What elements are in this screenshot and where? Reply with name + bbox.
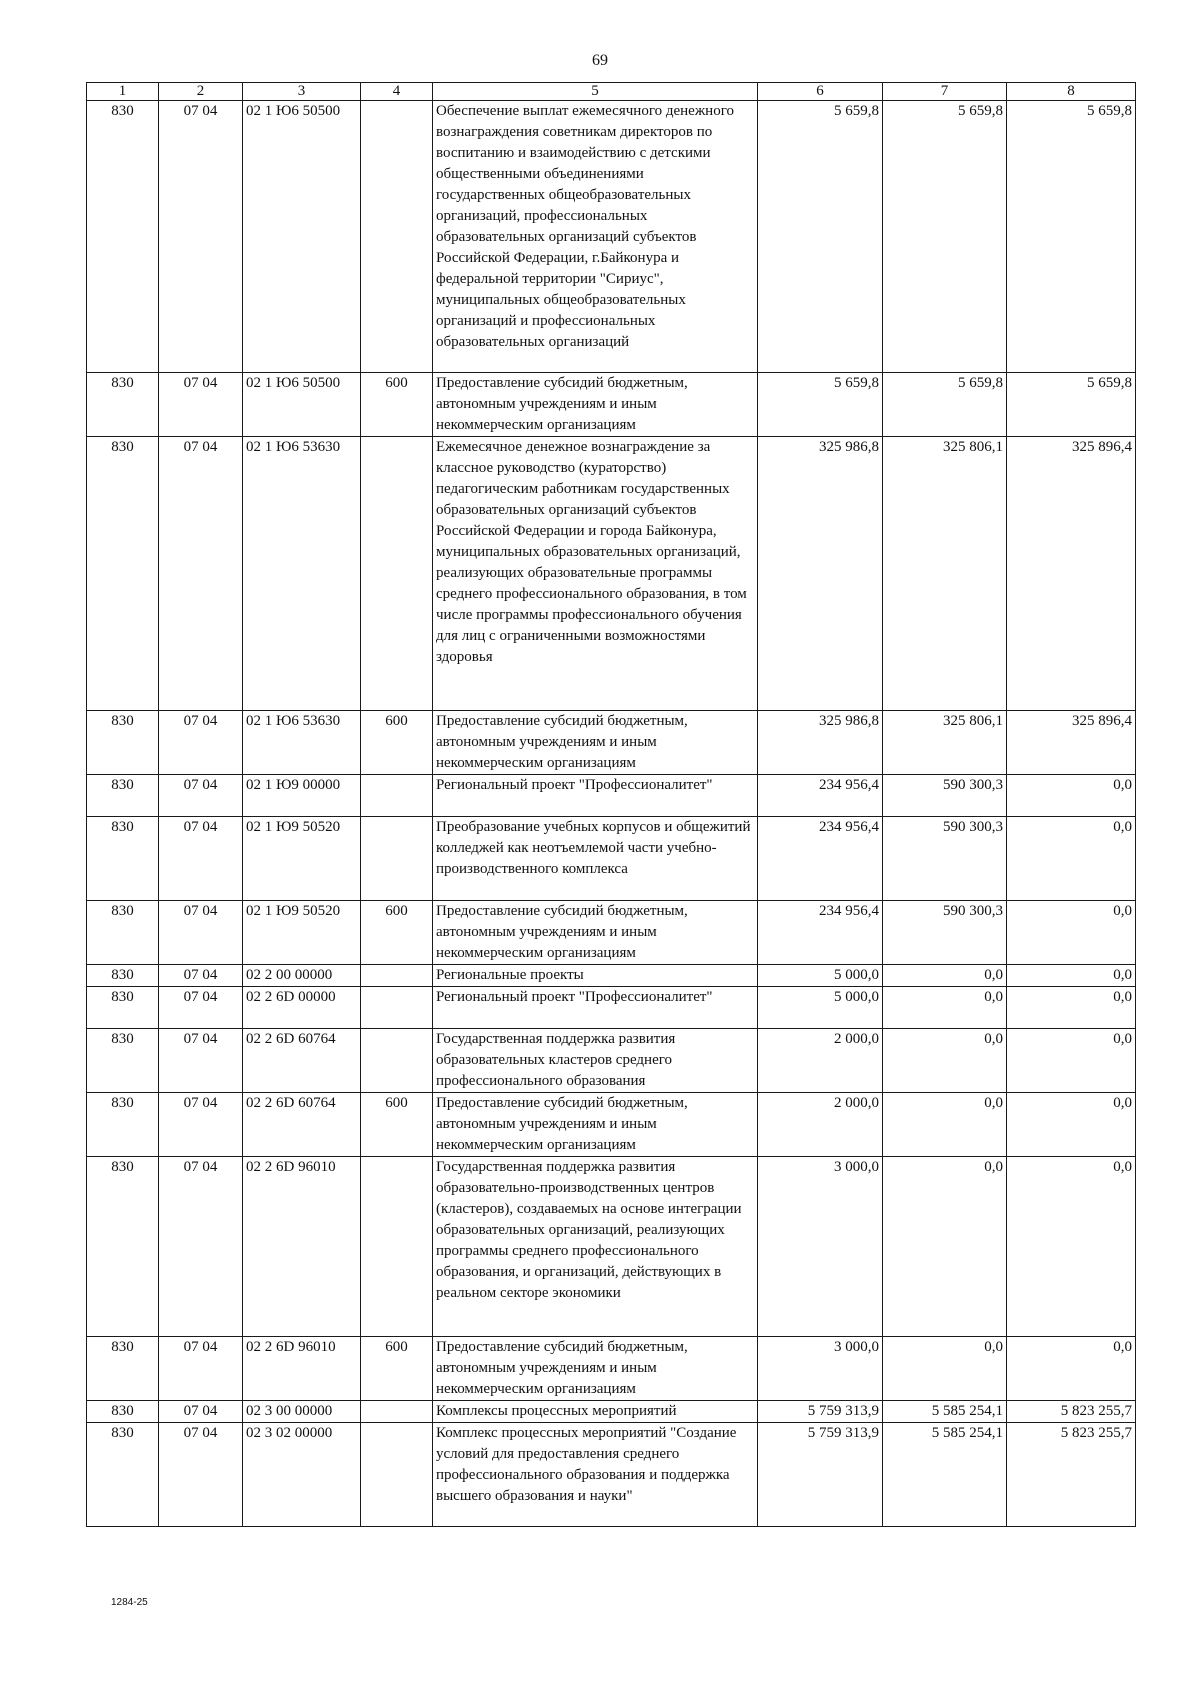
- table-row: [87, 1157, 1136, 1337]
- cell-amount-year-1: 2 000,0: [758, 1029, 883, 1093]
- cell-description: Предоставление субсидий бюджетным, автономным учреждениям и иным некоммерческим организациям: [433, 1093, 758, 1157]
- cell-amount-year-1: 3 000,0: [758, 1337, 883, 1401]
- table-row: [87, 101, 1136, 373]
- cell-amount-year-1: 5 759 313,9: [758, 1423, 883, 1527]
- cell-target-article: 02 1 Ю6 50500: [243, 373, 361, 437]
- cell-section: 07 04: [159, 987, 243, 1029]
- page-number: 69: [592, 52, 608, 69]
- cell-amount-year-1: 2 000,0: [758, 1093, 883, 1157]
- cell-amount-year-1: 5 759 313,9: [758, 1401, 883, 1423]
- table-row: [87, 1337, 1136, 1401]
- cell-expense-type: [361, 1401, 433, 1423]
- header-row: [87, 83, 1136, 101]
- cell-amount-year-2: 590 300,3: [883, 817, 1007, 901]
- cell-amount-year-2: 590 300,3: [883, 775, 1007, 817]
- cell-amount-year-2: 5 659,8: [883, 373, 1007, 437]
- cell-amount-year-1: 5 659,8: [758, 373, 883, 437]
- cell-amount-year-3: 5 823 255,7: [1007, 1401, 1136, 1423]
- cell-expense-type: [361, 1423, 433, 1527]
- header-col-1: 1: [87, 83, 159, 101]
- cell-expense-type: [361, 1157, 433, 1337]
- cell-amount-year-1: 5 659,8: [758, 101, 883, 373]
- cell-section: 07 04: [159, 775, 243, 817]
- cell-description: Комплекс процессных мероприятий "Создание условий для предоставления среднего профессионального образования и поддержка высшего образования и науки": [433, 1423, 758, 1527]
- cell-amount-year-1: 5 000,0: [758, 987, 883, 1029]
- cell-expense-type: 600: [361, 373, 433, 437]
- cell-description: Предоставление субсидий бюджетным, автономным учреждениям и иным некоммерческим организациям: [433, 901, 758, 965]
- cell-amount-year-2: 0,0: [883, 1337, 1007, 1401]
- cell-section: 07 04: [159, 1401, 243, 1423]
- cell-target-article: 02 1 Ю6 53630: [243, 711, 361, 775]
- cell-description: Преобразование учебных корпусов и общежитий колледжей как неотъемлемой части учебно-производственного комплекса: [433, 817, 758, 901]
- cell-description: Комплексы процессных мероприятий: [433, 1401, 758, 1423]
- cell-admin-code: 830: [87, 1337, 159, 1401]
- cell-description: Предоставление субсидий бюджетным, автономным учреждениям и иным некоммерческим организациям: [433, 1337, 758, 1401]
- cell-amount-year-3: 5 823 255,7: [1007, 1423, 1136, 1527]
- cell-section: 07 04: [159, 817, 243, 901]
- cell-section: 07 04: [159, 1093, 243, 1157]
- cell-amount-year-2: 0,0: [883, 987, 1007, 1029]
- cell-expense-type: [361, 817, 433, 901]
- cell-admin-code: 830: [87, 711, 159, 775]
- table-row: [87, 987, 1136, 1029]
- cell-amount-year-3: 0,0: [1007, 901, 1136, 965]
- cell-expense-type: 600: [361, 711, 433, 775]
- header-col-7: 7: [883, 83, 1007, 101]
- cell-admin-code: 830: [87, 1029, 159, 1093]
- cell-section: 07 04: [159, 901, 243, 965]
- cell-section: 07 04: [159, 1157, 243, 1337]
- cell-amount-year-2: 0,0: [883, 1157, 1007, 1337]
- footer-code: 1284-25: [111, 1597, 148, 1608]
- cell-description: Государственная поддержка развития образовательно-производственных центров (кластеров), создаваемых на основе интеграции образовательных организаций, реализующих программы среднего профессионального образования, и организаций, действующих в реальном секторе экономики: [433, 1157, 758, 1337]
- cell-target-article: 02 2 6D 96010: [243, 1337, 361, 1401]
- cell-section: 07 04: [159, 437, 243, 711]
- cell-expense-type: 600: [361, 901, 433, 965]
- cell-expense-type: 600: [361, 1337, 433, 1401]
- cell-amount-year-3: 0,0: [1007, 775, 1136, 817]
- cell-admin-code: 830: [87, 373, 159, 437]
- cell-target-article: 02 2 6D 00000: [243, 987, 361, 1029]
- cell-admin-code: 830: [87, 817, 159, 901]
- cell-amount-year-1: 234 956,4: [758, 817, 883, 901]
- cell-target-article: 02 3 02 00000: [243, 1423, 361, 1527]
- cell-admin-code: 830: [87, 1157, 159, 1337]
- cell-expense-type: [361, 775, 433, 817]
- table-row: [87, 817, 1136, 901]
- cell-section: 07 04: [159, 965, 243, 987]
- cell-expense-type: [361, 101, 433, 373]
- cell-admin-code: 830: [87, 101, 159, 373]
- cell-description: Региональный проект "Профессионалитет": [433, 775, 758, 817]
- cell-target-article: 02 1 Ю6 53630: [243, 437, 361, 711]
- cell-amount-year-3: 5 659,8: [1007, 101, 1136, 373]
- cell-amount-year-2: 5 585 254,1: [883, 1401, 1007, 1423]
- cell-admin-code: 830: [87, 901, 159, 965]
- header-col-6: 6: [758, 83, 883, 101]
- cell-amount-year-1: 325 986,8: [758, 437, 883, 711]
- table-row: [87, 373, 1136, 437]
- cell-target-article: 02 2 6D 96010: [243, 1157, 361, 1337]
- cell-amount-year-2: 5 585 254,1: [883, 1423, 1007, 1527]
- cell-description: Региональный проект "Профессионалитет": [433, 987, 758, 1029]
- table-row: [87, 1423, 1136, 1527]
- cell-target-article: 02 2 00 00000: [243, 965, 361, 987]
- header-col-5: 5: [433, 83, 758, 101]
- cell-amount-year-3: 0,0: [1007, 817, 1136, 901]
- cell-target-article: 02 2 6D 60764: [243, 1093, 361, 1157]
- cell-description: Предоставление субсидий бюджетным, автономным учреждениям и иным некоммерческим организациям: [433, 711, 758, 775]
- cell-admin-code: 830: [87, 1423, 159, 1527]
- cell-target-article: 02 1 Ю6 50500: [243, 101, 361, 373]
- cell-expense-type: [361, 1029, 433, 1093]
- cell-amount-year-3: 325 896,4: [1007, 711, 1136, 775]
- cell-amount-year-2: 0,0: [883, 1093, 1007, 1157]
- cell-amount-year-2: 590 300,3: [883, 901, 1007, 965]
- cell-target-article: 02 1 Ю9 00000: [243, 775, 361, 817]
- cell-description: Ежемесячное денежное вознаграждение за классное руководство (кураторство) педагогическим работникам государственных образовательных организаций субъектов Российской Федерации и города Байконура, муниципальных образовательных организаций, реализующих образовательные программы среднего профессионального образования, в том числе программы профессионального обучения для лиц с ограниченными возможностями здоровья: [433, 437, 758, 711]
- cell-amount-year-1: 234 956,4: [758, 901, 883, 965]
- cell-target-article: 02 3 00 00000: [243, 1401, 361, 1423]
- table-row: [87, 1093, 1136, 1157]
- cell-admin-code: 830: [87, 965, 159, 987]
- cell-amount-year-2: 5 659,8: [883, 101, 1007, 373]
- cell-amount-year-3: 0,0: [1007, 987, 1136, 1029]
- cell-expense-type: 600: [361, 1093, 433, 1157]
- table-row: [87, 1029, 1136, 1093]
- cell-amount-year-2: 325 806,1: [883, 437, 1007, 711]
- cell-description: Региональные проекты: [433, 965, 758, 987]
- table-row: [87, 1401, 1136, 1423]
- cell-expense-type: [361, 965, 433, 987]
- cell-target-article: 02 1 Ю9 50520: [243, 817, 361, 901]
- cell-description: Обеспечение выплат ежемесячного денежного вознаграждения советникам директоров по воспитанию и взаимодействию с детскими общественными объединениями государственных общеобразовательных организаций, профессиональных образовательных организаций субъектов Российской Федерации, г.Байконура и федеральной территории "Сириус", муниципальных общеобразовательных организаций и профессиональных образовательных организаций: [433, 101, 758, 373]
- cell-amount-year-1: 3 000,0: [758, 1157, 883, 1337]
- cell-amount-year-2: 0,0: [883, 1029, 1007, 1093]
- cell-amount-year-3: 0,0: [1007, 1157, 1136, 1337]
- cell-amount-year-1: 325 986,8: [758, 711, 883, 775]
- cell-admin-code: 830: [87, 1093, 159, 1157]
- cell-amount-year-2: 0,0: [883, 965, 1007, 987]
- cell-admin-code: 830: [87, 775, 159, 817]
- cell-section: 07 04: [159, 711, 243, 775]
- cell-section: 07 04: [159, 373, 243, 437]
- header-col-4: 4: [361, 83, 433, 101]
- table-row: [87, 965, 1136, 987]
- cell-description: Предоставление субсидий бюджетным, автономным учреждениям и иным некоммерческим организациям: [433, 373, 758, 437]
- cell-target-article: 02 2 6D 60764: [243, 1029, 361, 1093]
- cell-amount-year-1: 234 956,4: [758, 775, 883, 817]
- cell-expense-type: [361, 987, 433, 1029]
- cell-section: 07 04: [159, 1423, 243, 1527]
- cell-admin-code: 830: [87, 987, 159, 1029]
- cell-amount-year-3: 0,0: [1007, 1029, 1136, 1093]
- cell-section: 07 04: [159, 101, 243, 373]
- cell-description: Государственная поддержка развития образовательных кластеров среднего профессионального образования: [433, 1029, 758, 1093]
- cell-amount-year-3: 5 659,8: [1007, 373, 1136, 437]
- cell-amount-year-3: 0,0: [1007, 1337, 1136, 1401]
- cell-amount-year-2: 325 806,1: [883, 711, 1007, 775]
- cell-section: 07 04: [159, 1029, 243, 1093]
- budget-table: [86, 82, 1136, 1527]
- cell-target-article: 02 1 Ю9 50520: [243, 901, 361, 965]
- table-row: [87, 901, 1136, 965]
- cell-admin-code: 830: [87, 1401, 159, 1423]
- cell-amount-year-3: 0,0: [1007, 965, 1136, 987]
- table-row: [87, 437, 1136, 711]
- cell-amount-year-1: 5 000,0: [758, 965, 883, 987]
- cell-amount-year-3: 0,0: [1007, 1093, 1136, 1157]
- cell-amount-year-3: 325 896,4: [1007, 437, 1136, 711]
- table-row: [87, 775, 1136, 817]
- cell-section: 07 04: [159, 1337, 243, 1401]
- header-col-2: 2: [159, 83, 243, 101]
- header-col-3: 3: [243, 83, 361, 101]
- cell-expense-type: [361, 437, 433, 711]
- header-col-8: 8: [1007, 83, 1136, 101]
- table-row: [87, 711, 1136, 775]
- cell-admin-code: 830: [87, 437, 159, 711]
